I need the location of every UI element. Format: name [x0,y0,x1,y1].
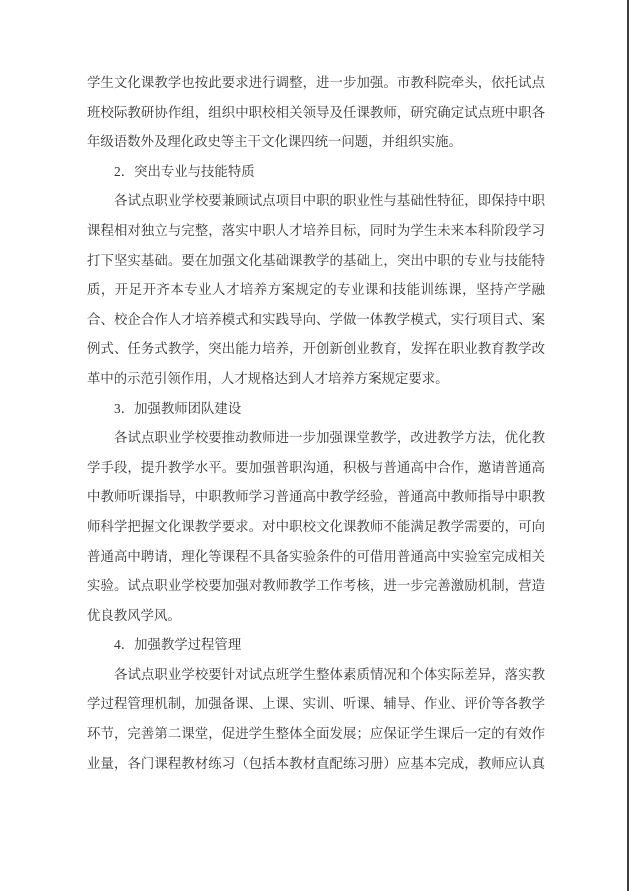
document-content [87,68,545,778]
text-line: 打下坚实基础。要在加强文化基础课教学的基础上，突出中职的专业与技能特 [87,252,545,268]
text-line: 各试点职业学校要推动教师进一步加强课堂教学，改进教学方法，优化教 [114,430,545,446]
text-line: 学生文化课教学也按此要求进行调整，进一步加强。市教科院牵头，依托试点 [87,75,545,90]
text-line: 环节，完善第二课堂，促进学生整体全面发展；应保证学生课后一定的有效作 [87,726,545,742]
text-line: 业量，各门课程教材练习（包括本教材直配练习册）应基本完成，教师应认真 [87,755,545,771]
page-right-border [627,0,629,891]
section-heading: 4．加强教学过程管理 [114,637,242,653]
text-line: 各试点职业学校要兼顾试点项目中职的职业性与基础性特征，即保持中职 [114,193,545,209]
text-line: 实验。试点职业学校要加强对教师教学工作考核，进一步完善激励机制，营造 [87,578,545,594]
text-line: 学手段，提升教学水平。要加强普职沟通，积极与普通高中合作，邀请普通高 [87,459,545,475]
text-line: 革中的示范引领作用，人才规格达到人才培养方案规定要求。 [87,370,449,386]
section-heading: 2．突出专业与技能特质 [114,163,255,179]
text-line: 合、校企合作人才培养模式和实践导向、学做一体教学模式，实行项目式、案 [87,311,545,327]
section-heading: 3．加强教师团队建设 [114,400,242,416]
text-line: 普通高中聘请，理化等课程不具备实验条件的可借用普通高中实验室完成相关 [87,548,545,564]
text-line: 优良教风学风。 [87,607,181,623]
text-line: 师科学把握文化课教学要求。对中职校文化课教师不能满足教学需要的，可向 [87,518,545,534]
text-line: 年级语数外及理化政史等主干文化课四统一问题，并组织实施。 [87,134,462,150]
text-line: 课程相对独立与完整，落实中职人才培养目标，同时为学生未来本科阶段学习 [87,222,545,238]
text-line: 例式、任务式教学，突出能力培养，开创新创业教育，发挥在职业教育教学改 [87,341,545,357]
text-line: 学过程管理机制，加强备课、上课、实训、听课、辅导、作业、评价等各教学 [87,696,545,712]
text-line: 质，开足开齐本专业人才培养方案规定的专业课和技能训练课，坚持产学融 [87,282,545,298]
text-line: 各试点职业学校要针对试点班学生整体素质情况和个体实际差异，落实教 [114,666,545,682]
text-line: 班校际教研协作组，组织中职校相关领导及任课教师，研究确定试点班中职各 [87,104,545,120]
text-line: 中教师听课指导，中职教师学习普通高中教学经验，普通高中教师指导中职教 [87,489,545,505]
